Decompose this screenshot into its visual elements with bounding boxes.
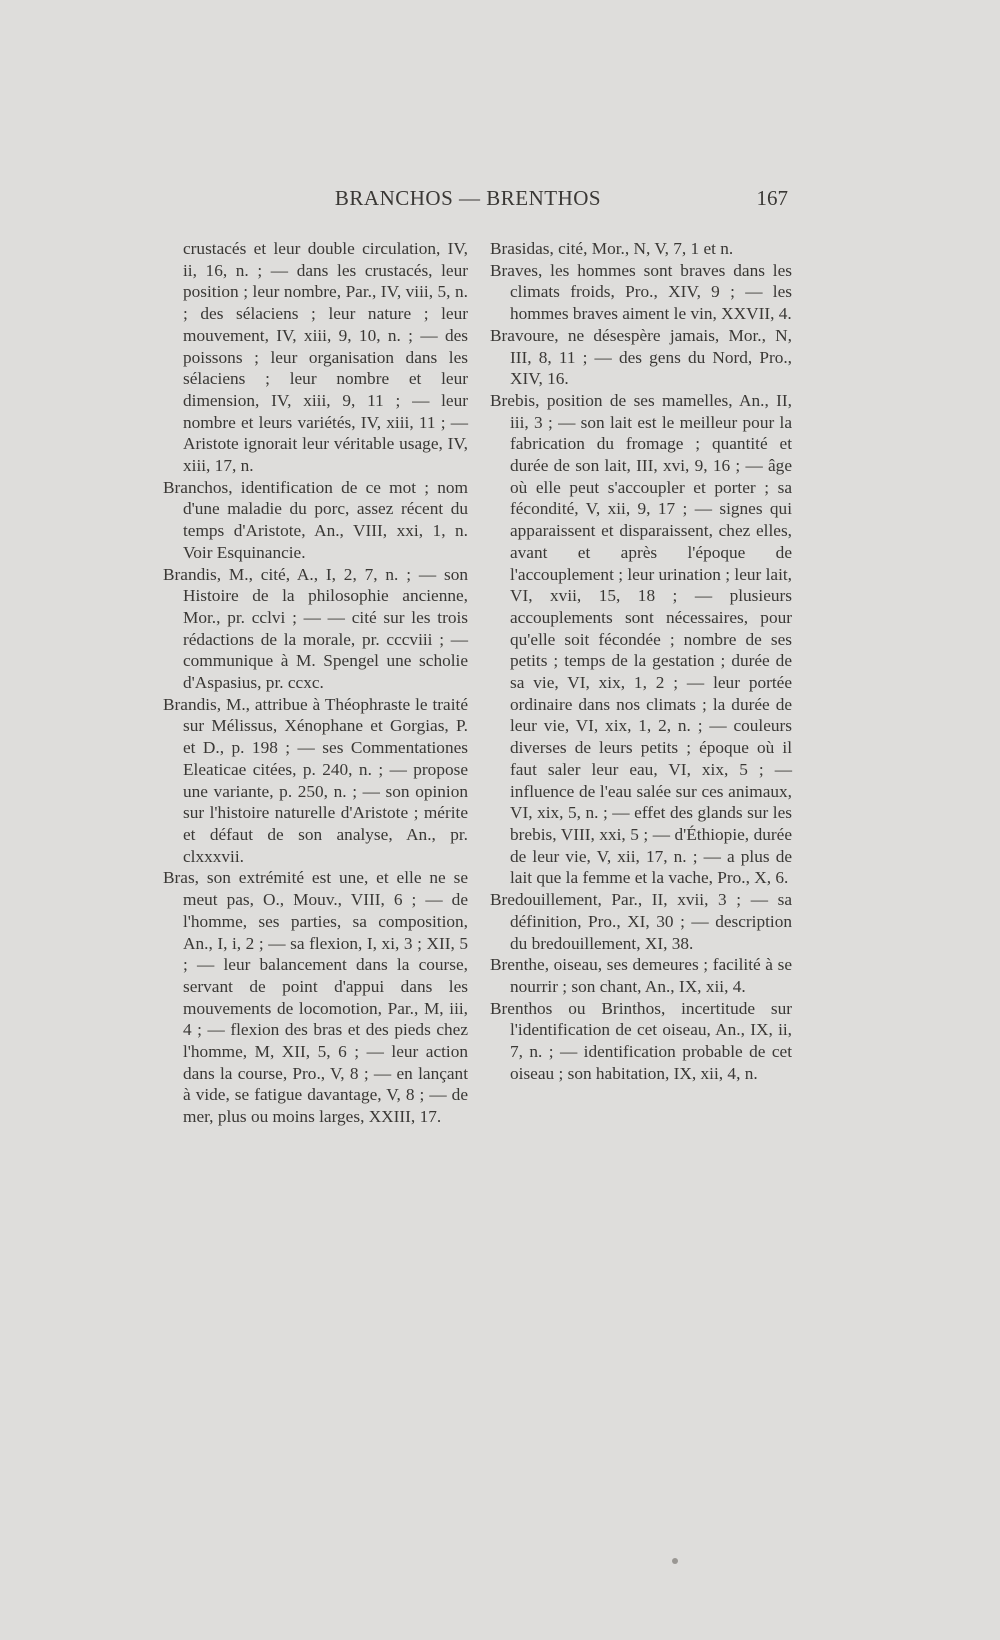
index-entry: Brenthe, oiseau, ses demeures ; facilité à se nourrir ; son chant, An., IX, xii, 4. — [490, 955, 792, 996]
index-entry: crustacés et leur double circulation, IV, ii, 16, n. ; — dans les crustacés, leur position ; leur nombre, Par., IV, viii, 5, n. ; des sélaciens ; leur nature ; leur mouvement, IV, xiii, 9, 10, n. ; — des poissons ; leur organisation dans les sélaciens ; leur nombre et leur dimension, IV, xiii, 9, 11 ; — leur nombre et leurs variétés, IV, xiii, 11 ; — Aristote ignorait leur véritable usage, IV, xiii, 17, n. — [183, 239, 468, 476]
index-entry: Branchos, identification de ce mot ; nom d'une maladie du porc, assez récent du temps d'Aristote, An., VIII, xxi, 1, n. Voir Esquinancie. — [163, 477, 468, 562]
page-header — [148, 186, 788, 216]
running-head: BRANCHOS — BRENTHOS — [334, 186, 602, 210]
right-column — [490, 238, 792, 1084]
index-entry: Bravoure, ne désespère jamais, Mor., N, III, 8, 11 ; — des gens du Nord, Pro., XIV, 16. — [490, 325, 792, 389]
left-column — [163, 238, 468, 1128]
index-entry: Braves, les hommes sont braves dans les climats froids, Pro., XIV, 9 ; — les hommes braves aiment le vin, XXVII, 4. — [490, 260, 792, 324]
index-entry: Brenthos ou Brinthos, incertitude sur l'identification de cet oiseau, An., IX, ii, 7, n. ; — identification probable de cet oiseau ; son habitation, IX, xii, 4, n. — [490, 998, 792, 1083]
index-entry: Brandis, M., cité, A., I, 2, 7, n. ; — son Histoire de la philosophie ancienne, Mor., pr. cclvi ; — — cité sur les trois rédactions de la morale, pr. cccviii ; — communique à M. Spengel une scholie d'Aspasius, pr. ccxc. — [163, 564, 468, 693]
index-entry: Brasidas, cité, Mor., N, V, 7, 1 et n. — [490, 239, 734, 258]
ink-speck — [672, 1558, 678, 1564]
index-entry: Brandis, M., attribue à Théophraste le traité sur Mélissus, Xénophane et Gorgias, P. et D., p. 198 ; — ses Commentationes Eleaticae citées, p. 240, n. ; — propose une variante, p. 250, n. ; — son opinion sur l'histoire naturelle d'Aristote ; mérite et défaut de son analyse, An., pr. clxxxvii. — [163, 694, 468, 866]
index-entry: Bras, son extrémité est une, et elle ne se meut pas, O., Mouv., VIII, 6 ; — de l'homme, ses parties, sa composition, An., I, i, 2 ; — sa flexion, I, xi, 3 ; XII, 5 ; — leur balancement dans la course, servant de point d'appui dans les mouvements de locomotion, Par., M, iii, 4 ; — flexion des bras et des pieds chez l'homme, M, XII, 5, 6 ; — leur action dans la course, Pro., V, 8 ; — en lançant à vide, se fatigue davantage, V, 8 ; — de mer, plus ou moins larges, XXIII, 17. — [163, 868, 468, 1127]
index-entry: Bredouillement, Par., II, xvii, 3 ; — sa définition, Pro., XI, 30 ; — description du bredouillement, XI, 38. — [490, 890, 792, 953]
page-number: 167 — [756, 186, 788, 210]
index-entry: Brebis, position de ses mamelles, An., II, iii, 3 ; — son lait est le meilleur pour la fabrication du fromage ; quantité et durée de son lait, III, xvi, 9, 16 ; — âge où elle peut s'accoupler et porter ; sa fécondité, V, xii, 9, 17 ; — signes qui apparaissent et disparaissent, chez elles, avant et après l'époque de l'accouplement ; leur urination ; leur lait, VI, xvii, 15, 18 ; — plusieurs accouplements sont nécessaires, pour qu'elle soit fécondée ; nombre de ses petits ; temps de la gestation ; durée de sa vie, VI, xix, 1, 2 ; — leur portée ordinaire dans nos climats ; la durée de leur vie, VI, xix, 1, 2, n. ; — couleurs diverses de leurs petits ; époque où il faut saler leur eau, VI, xix, 5 ; — influence de l'eau salée sur ces animaux, VI, xix, 5, n. ; — effet des glands sur les brebis, VIII, xxi, 5 ; — d'Éthiopie, durée de leur vie, V, xii, 17, n. ; — a plus de lait que la femme et la vache, Pro., X, 6. — [490, 390, 792, 888]
